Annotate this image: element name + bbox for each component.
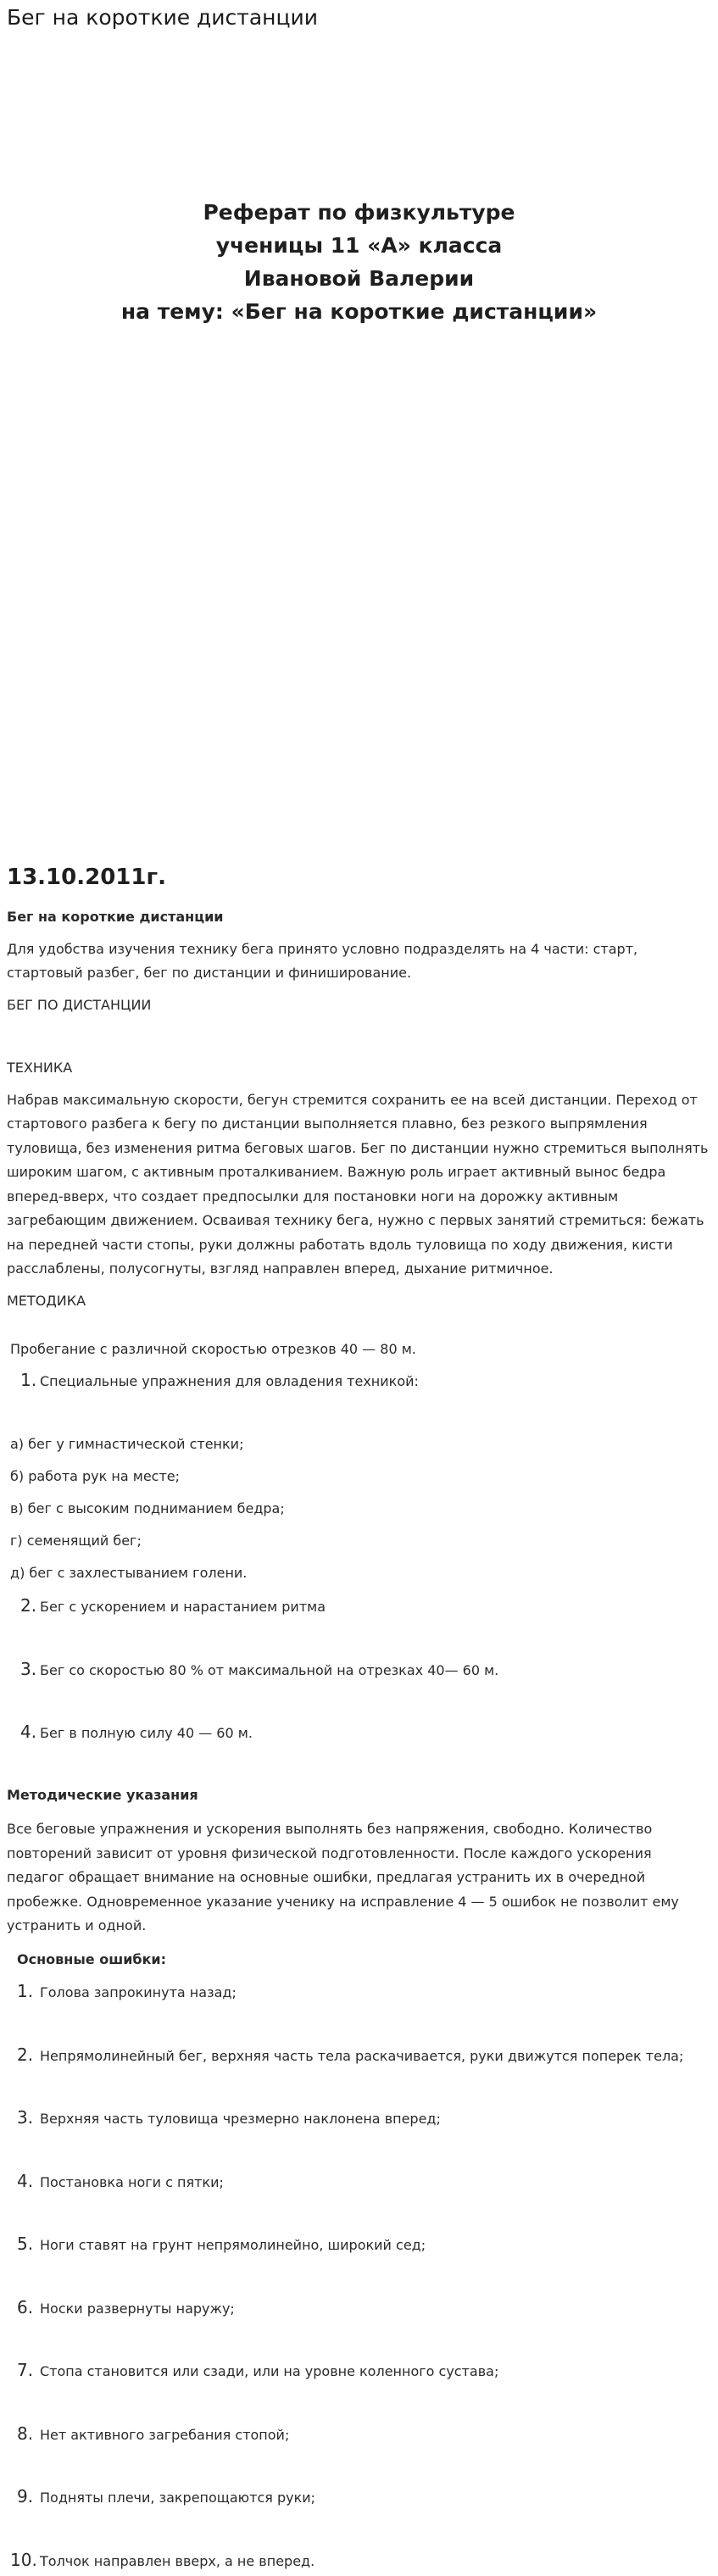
list-number: 2. <box>20 1595 37 1616</box>
error-list-item <box>7 2106 709 2132</box>
list-number: 7. <box>17 2360 34 2381</box>
subtitle: Бег на короткие дистанции <box>7 909 224 925</box>
list-item-text: Бег со скоростью 80 % от максимальной на отрезках 40— 60 м. <box>40 1661 499 1678</box>
technique-paragraph: Набрав максимальную скорости, бегун стремится сохранить ее на всей дистанции. Переход от стартового разбега к бегу по дистанции выполняется плавно, без резкого выпрямления туловища, без изменения ритма беговых шагов. Бег по дистанции нужно стремиться выполнять широким шагом, с активным проталкиванием. Важную роль играет активный вынос бедра вперед-вверх, что создает предпосылки для постановки ноги на дорожку активным загребающим движением. Осваивая технику бега, нужно с первых занятий стремиться: бежать на передней части стопы, руки должны работать вдоль туловища по ходу движения, кисти расслаблены, полусогнуты, взгляд направлен вперед, дыхание ритмичное. <box>7 1091 709 1277</box>
list-number: 1. <box>20 1369 37 1390</box>
list-item-text: Бег в полную силу 40 — 60 м. <box>40 1725 253 1742</box>
report-title-block <box>0 200 718 332</box>
title-line: Реферат по физкультуре <box>203 200 515 225</box>
list-item-text: Стопа становится или сзади, или на уровне коленного сустава; <box>40 2363 499 2380</box>
list-number: 8. <box>17 2423 34 2444</box>
sub-list-item: д) бег с захлестыванием голени. <box>10 1565 248 1582</box>
error-list-item <box>7 2169 709 2195</box>
report-date: 13.10.2011г. <box>7 865 166 890</box>
title-line: на тему: «Бег на короткие дистанции» <box>120 299 598 324</box>
list-item-text: Голова запрокинута назад; <box>40 1984 237 2001</box>
error-list-item <box>7 2422 709 2448</box>
list-item-text: Непрямолинейный бег, верхняя часть тела раскачивается, руки движутся поперек тела; <box>40 2047 684 2064</box>
error-list-item <box>7 2295 709 2322</box>
list-item-text: Постановка ноги с пятки; <box>40 2173 224 2190</box>
list-item-text: Специальные упражнения для овладения техникой: <box>40 1372 419 1389</box>
title-line: Ивановой Валерии <box>243 266 475 291</box>
error-list-item <box>7 2484 709 2511</box>
intro-paragraph: Для удобства изучения технику бега принято условно подразделять на 4 части: старт, стартовый разбег, бег по дистанции и финиширование. <box>7 940 638 981</box>
section-heading-run: БЕГ ПО ДИСТАНЦИИ <box>7 996 152 1013</box>
list-number: 3. <box>20 1658 37 1679</box>
run-intervals-line: Пробегание с различной скоростью отрезков 40 — 80 м. <box>10 1341 416 1357</box>
list-item-text: Нет активного загребания стопой; <box>40 2426 290 2443</box>
list-number: 4. <box>17 2170 34 2191</box>
section-heading-method: МЕТОДИКА <box>7 1292 86 1309</box>
list-item-text: Бег с ускорением и нарастанием ритма <box>40 1599 326 1616</box>
method-list-item <box>7 1594 709 1620</box>
list-item-text: Толчок направлен вверх, а не вперед. <box>40 2552 315 2569</box>
error-list-item <box>7 2043 709 2069</box>
list-number: 9. <box>17 2486 34 2507</box>
error-list-item <box>7 2358 709 2384</box>
sub-list-item: а) бег у гимнастической стенки; <box>10 1436 244 1452</box>
list-number: 2. <box>17 2044 34 2065</box>
notes-paragraph: Все беговые упражнения и ускорения выполнять без напряжения, свободно. Количество повторений зависит от уровня физической подготовленности. После каждого ускорения педагог обращает внимание на основные ошибки, предлагая устранить их в очередной пробежке. Одновременное указание ученику на исправление 4 — 5 ошибок не позволит ему устранить и одной. <box>7 1821 679 1934</box>
sub-list-item: г) семенящий бег; <box>10 1533 142 1549</box>
list-number: 5. <box>17 2234 34 2255</box>
list-item-text: Верхняя часть туловища чрезмерно наклонена вперед; <box>40 2111 441 2128</box>
method-list-item <box>7 1657 709 1683</box>
title-line: ученицы 11 «А» класса <box>215 233 503 258</box>
list-number: 4. <box>20 1722 37 1743</box>
method-list-item <box>7 1368 709 1394</box>
list-number: 1. <box>17 1981 34 2002</box>
list-item-text: Подняты плечи, закрепощаются руки; <box>40 2490 316 2506</box>
list-item-text: Ноги ставят на грунт непрямолинейно, широкий сед; <box>40 2237 426 2254</box>
error-list-item <box>7 2232 709 2258</box>
error-list-item <box>7 1979 709 2006</box>
report-body <box>7 905 709 2573</box>
list-number: 6. <box>17 2296 34 2317</box>
section-heading-technique: ТЕХНИКА <box>7 1060 73 1076</box>
list-number: 3. <box>17 2107 34 2128</box>
method-list-item <box>7 1720 709 1746</box>
error-list-item <box>7 2548 709 2574</box>
sub-list-item: б) работа рук на месте; <box>10 1468 181 1485</box>
errors-heading: Основные ошибки: <box>17 1950 167 1967</box>
list-item-text: Носки развернуты наружу; <box>40 2300 235 2317</box>
page-heading: Бег на короткие дистанции <box>7 5 319 30</box>
sub-list-item: в) бег с высоким подниманием бедра; <box>10 1500 285 1517</box>
list-number: 10. <box>10 2549 37 2570</box>
notes-heading: Методические указания <box>7 1786 198 1803</box>
